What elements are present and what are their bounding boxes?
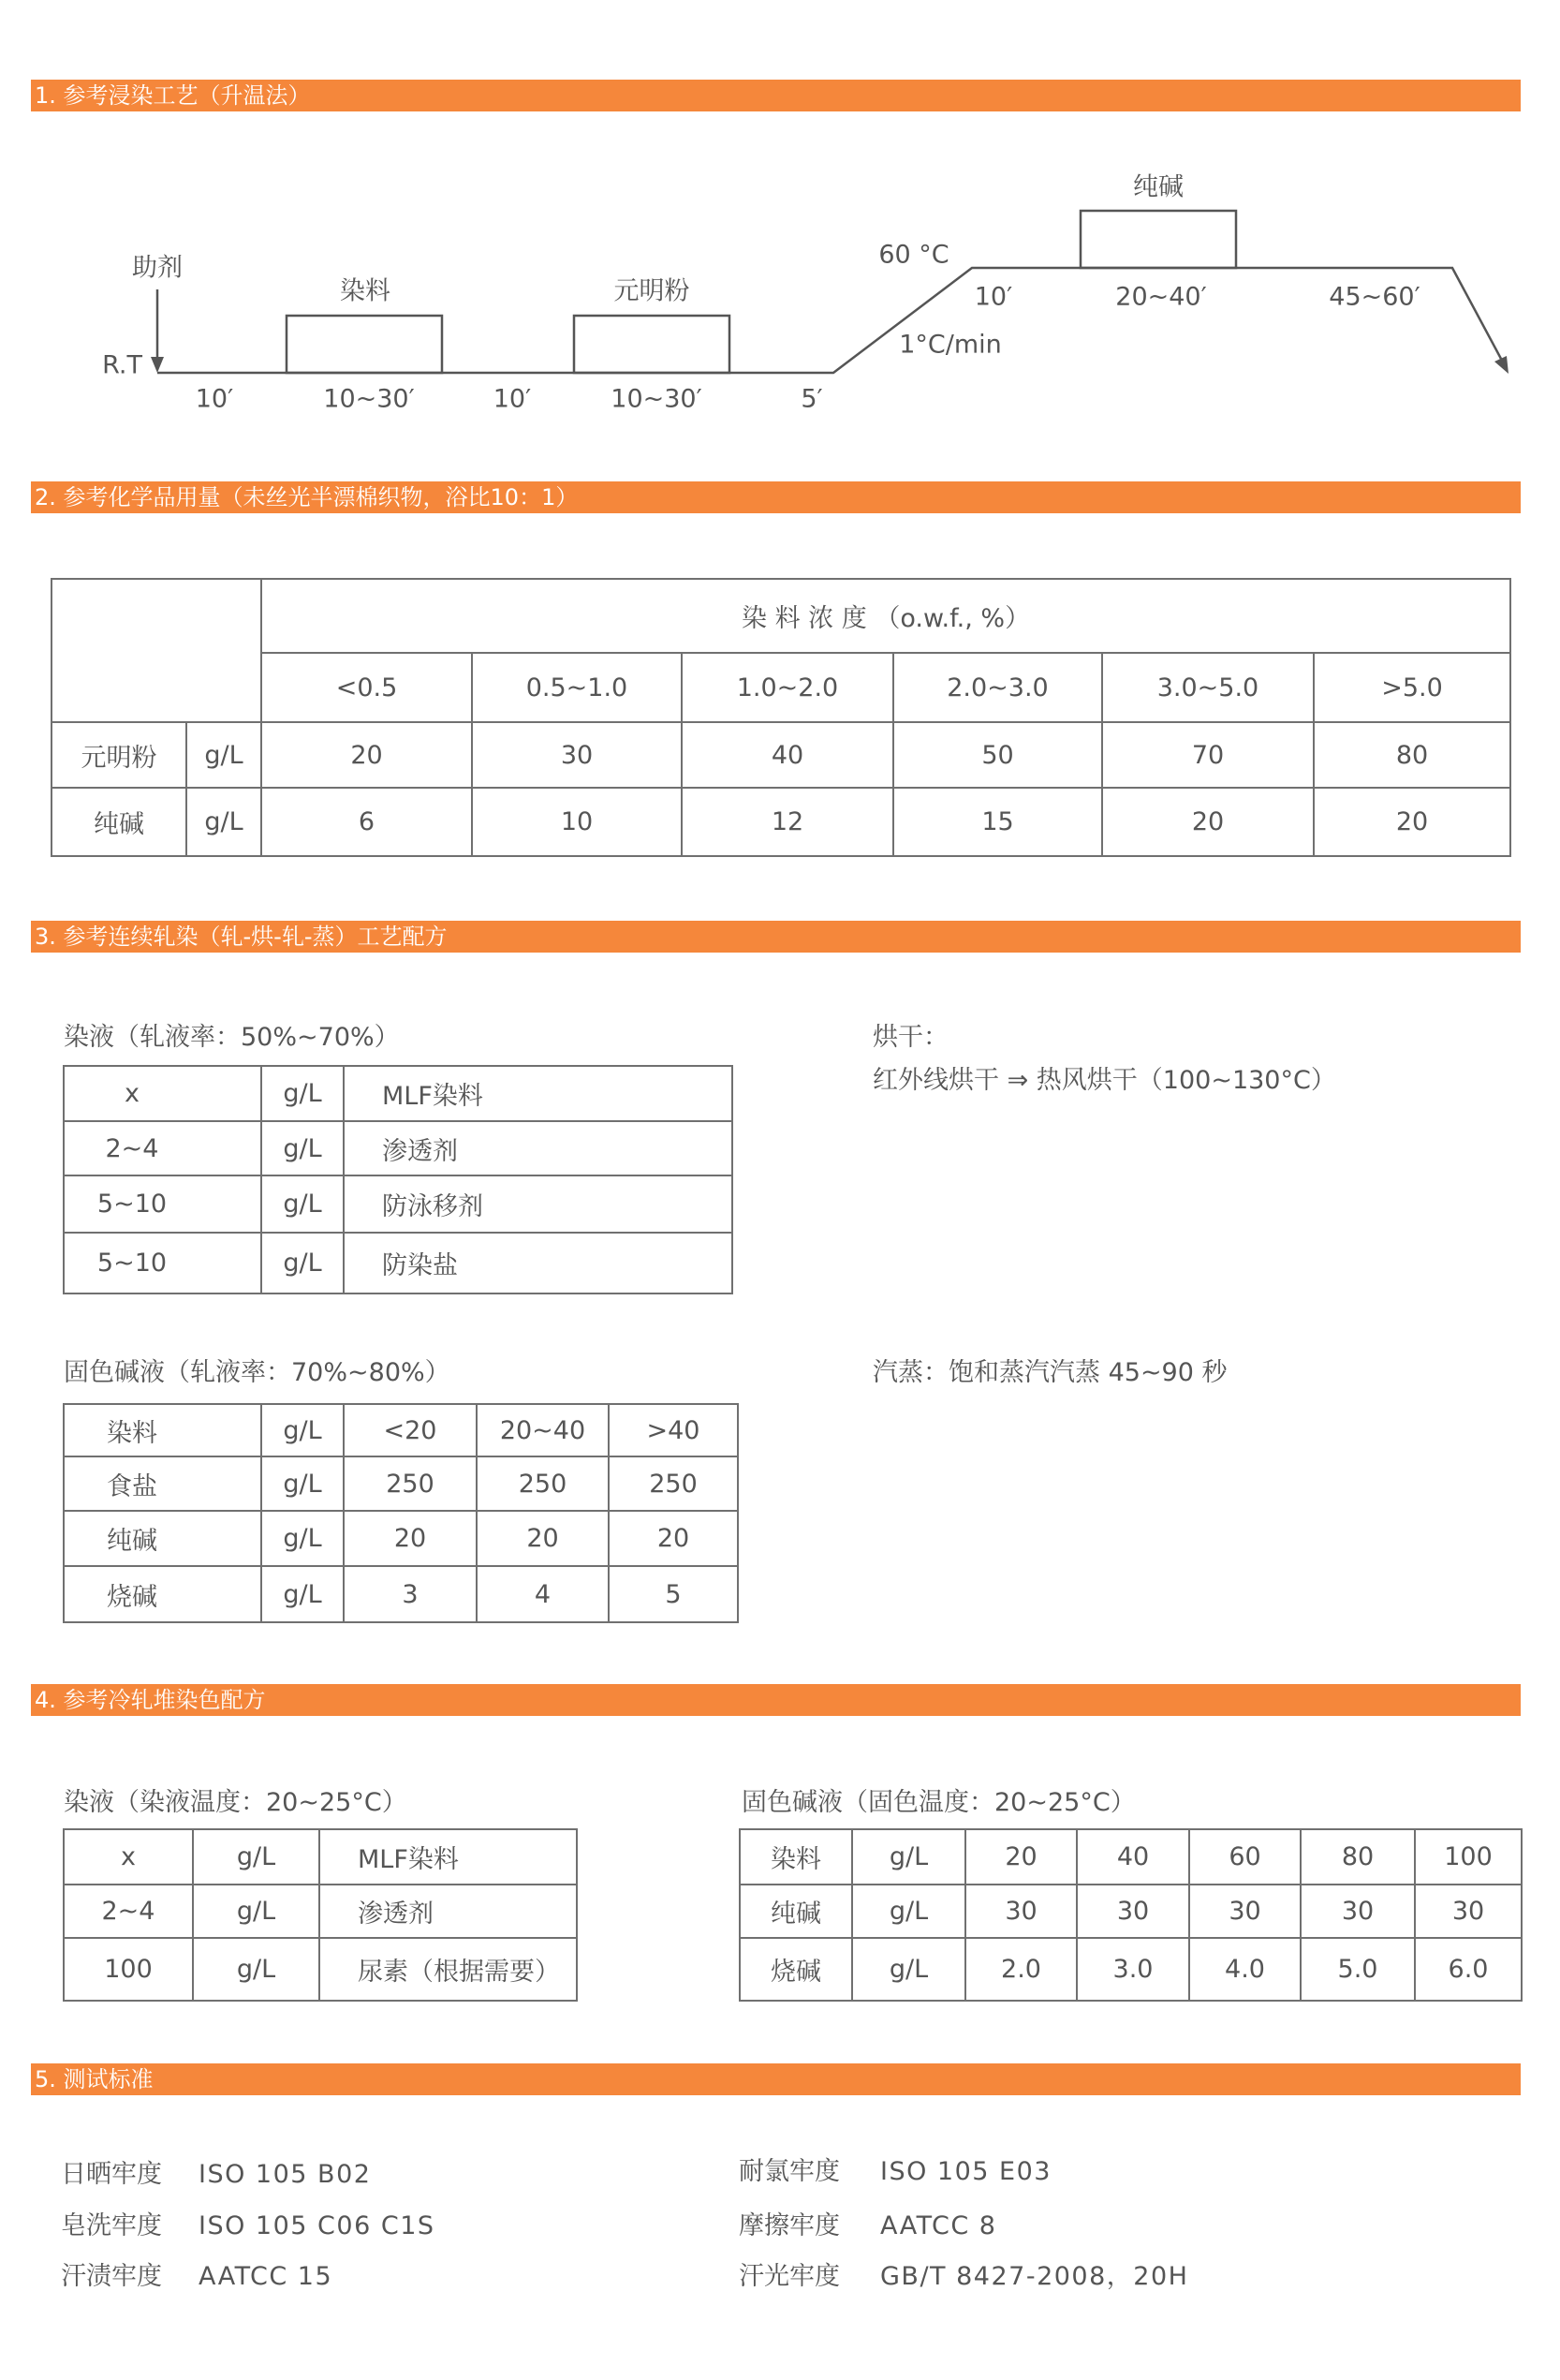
cold-pad-fixing-liquor-caption: 固色碱液（固色温度：20~25°C） [742, 1788, 1136, 1817]
duration-label: 20~40′ [1115, 282, 1207, 312]
amount-cell: 5~10 [64, 1175, 261, 1233]
dye-concentration-header: 染 料 浓 度 （o.w.f., %） [261, 579, 1510, 653]
chemical-name-cell: 纯碱 [52, 788, 186, 856]
unit-cell: g/L [193, 1938, 319, 2001]
cold-pad-dye-liquor-caption: 染液（染液温度：20~25°C） [64, 1788, 407, 1817]
value-cell: <20 [344, 1404, 477, 1456]
value-cell: 3.0 [1077, 1938, 1189, 2001]
unit-cell: g/L [186, 788, 261, 856]
table-row [64, 1121, 732, 1175]
unit-cell: g/L [261, 1233, 344, 1293]
duration-label: 10′ [195, 384, 234, 414]
table-row [52, 722, 1510, 788]
duration-label: 10~30′ [323, 384, 415, 414]
unit-cell: g/L [193, 1829, 319, 1885]
table-row [64, 1511, 738, 1566]
fastness-label: 日晒牢度 [61, 2160, 162, 2189]
fastness-standard: ISO 105 C06 C1S [199, 2211, 435, 2240]
chemical-name-cell: 食盐 [64, 1456, 261, 1511]
section-5-title-bar: 5. 测试标准 [31, 2063, 1521, 2095]
heating-rate-label: 1°C/min [899, 330, 1002, 360]
value-cell: 30 [472, 722, 682, 788]
chemical-cell: 渗透剂 [344, 1121, 732, 1175]
table-row [64, 1885, 577, 1938]
drying-detail: 红外线烘干 ⇒ 热风烘干（100~130°C） [873, 1066, 1336, 1095]
glauber-salt-label: 元明粉 [613, 276, 690, 306]
unit-cell: g/L [261, 1511, 344, 1566]
fastness-label: 汗光牢度 [739, 2262, 840, 2291]
dye-dosing-box [287, 316, 442, 373]
table-row [64, 1066, 732, 1121]
table-row [64, 1566, 738, 1622]
cooldown-arrow-head [1494, 356, 1508, 374]
table-row [64, 1829, 577, 1885]
table-row [64, 1456, 738, 1511]
fastness-label: 耐氯牢度 [739, 2157, 840, 2186]
chemical-name-cell: 烧碱 [64, 1566, 261, 1622]
concentration-range-cell: 0.5~1.0 [472, 653, 682, 722]
amount-cell: x [64, 1829, 193, 1885]
unit-cell: g/L [261, 1404, 344, 1456]
chemical-cell: MLF染料 [319, 1829, 577, 1885]
amount-cell: 100 [64, 1938, 193, 2001]
amount-cell: 2~4 [64, 1885, 193, 1938]
value-cell: 20 [261, 722, 472, 788]
unit-cell: g/L [261, 1456, 344, 1511]
value-cell: 12 [682, 788, 893, 856]
dye-label: 染料 [340, 276, 390, 306]
chemical-cell: 防泳移剂 [344, 1175, 732, 1233]
fastness-standard: AATCC 15 [199, 2262, 333, 2291]
value-cell: 20 [477, 1511, 609, 1566]
value-cell: 70 [1102, 722, 1314, 788]
value-cell: 20 [1102, 788, 1314, 856]
unit-cell: g/L [261, 1121, 344, 1175]
value-cell: 15 [893, 788, 1102, 856]
unit-cell: g/L [852, 1885, 965, 1938]
chemical-name-cell: 元明粉 [52, 722, 186, 788]
pad-fixing-liquor-table [63, 1403, 739, 1623]
fastness-standard: GB/T 8427-2008，20H [880, 2262, 1189, 2291]
room-temperature-label: R.T [102, 350, 142, 380]
chemical-name-cell: 纯碱 [64, 1511, 261, 1566]
value-cell: 20~40 [477, 1404, 609, 1456]
value-cell: 100 [1415, 1829, 1522, 1885]
chemical-cell: 渗透剂 [319, 1885, 577, 1938]
amount-cell: 2~4 [64, 1121, 261, 1175]
value-cell: 20 [965, 1829, 1077, 1885]
value-cell: 10 [472, 788, 682, 856]
value-cell: 4 [477, 1566, 609, 1622]
value-cell: 80 [1314, 722, 1510, 788]
duration-label: 45~60′ [1329, 282, 1420, 312]
unit-cell: g/L [261, 1066, 344, 1121]
cold-pad-dye-liquor-table [63, 1828, 578, 2002]
value-cell: 6 [261, 788, 472, 856]
value-cell: 60 [1189, 1829, 1301, 1885]
pad-fixing-liquor-caption: 固色碱液（轧液率：70%~80%） [64, 1358, 450, 1387]
unit-cell: g/L [186, 722, 261, 788]
value-cell: 4.0 [1189, 1938, 1301, 2001]
drying-label: 烘干： [873, 1023, 949, 1052]
value-cell: 40 [1077, 1829, 1189, 1885]
chemical-cell: 防染盐 [344, 1233, 732, 1293]
unit-cell: g/L [193, 1885, 319, 1938]
chemical-cell: MLF染料 [344, 1066, 732, 1121]
section-3-title-bar: 3. 参考连续轧染（轧-烘-轧-蒸）工艺配方 [31, 921, 1521, 953]
unit-cell: g/L [852, 1938, 965, 2001]
glauber-salt-dosing-box [574, 316, 729, 373]
value-cell: 80 [1301, 1829, 1415, 1885]
section-2-title-bar: 2. 参考化学品用量（未丝光半漂棉织物，浴比10：1） [31, 481, 1521, 513]
chemical-name-cell: 烧碱 [740, 1938, 852, 2001]
table-row [64, 1938, 577, 2001]
chemical-name-cell: 染料 [740, 1829, 852, 1885]
value-cell: 6.0 [1415, 1938, 1522, 2001]
table-row [64, 1404, 738, 1456]
value-cell: 30 [1415, 1885, 1522, 1938]
value-cell: 250 [609, 1456, 738, 1511]
unit-cell: g/L [261, 1566, 344, 1622]
chemical-dosage-table [51, 578, 1511, 857]
value-cell: 20 [344, 1511, 477, 1566]
unit-cell: g/L [852, 1829, 965, 1885]
value-cell: 250 [477, 1456, 609, 1511]
fastness-standard: ISO 105 B02 [199, 2160, 372, 2189]
exhaust-dyeing-process-diagram [0, 112, 1560, 431]
steaming-text: 汽蒸：饱和蒸汽汽蒸 45~90 秒 [873, 1358, 1228, 1387]
fastness-standard: ISO 105 E03 [880, 2157, 1052, 2186]
table-row [64, 1175, 732, 1233]
soda-ash-dosing-box [1081, 211, 1236, 268]
value-cell: 250 [344, 1456, 477, 1511]
table-row [740, 1885, 1522, 1938]
auxiliary-arrow-head [151, 357, 164, 373]
blank-corner-cell [52, 579, 261, 722]
table-row [52, 653, 1510, 722]
value-cell: 30 [1077, 1885, 1189, 1938]
soda-ash-label: 纯碱 [1133, 172, 1184, 202]
duration-label: 10′ [974, 282, 1013, 312]
table-row [52, 579, 1510, 653]
auxiliary-label: 助剂 [132, 253, 183, 283]
fastness-label: 皂洗牢度 [61, 2211, 162, 2240]
pad-dye-liquor-table [63, 1065, 733, 1294]
value-cell: 2.0 [965, 1938, 1077, 2001]
chemical-cell: 尿素（根据需要） [319, 1938, 577, 2001]
concentration-range-cell: >5.0 [1314, 653, 1510, 722]
value-cell: 20 [609, 1511, 738, 1566]
amount-cell: 5~10 [64, 1233, 261, 1293]
value-cell: 40 [682, 722, 893, 788]
concentration-range-cell: 2.0~3.0 [893, 653, 1102, 722]
section-4-title-bar: 4. 参考冷轧堆染色配方 [31, 1684, 1521, 1716]
duration-label: 5′ [801, 384, 823, 414]
concentration-range-cell: <0.5 [261, 653, 472, 722]
value-cell: 30 [1301, 1885, 1415, 1938]
concentration-range-cell: 1.0~2.0 [682, 653, 893, 722]
chemical-name-cell: 纯碱 [740, 1885, 852, 1938]
section-1-title-bar: 1. 参考浸染工艺（升温法） [31, 80, 1521, 111]
unit-cell: g/L [261, 1175, 344, 1233]
duration-label: 10′ [493, 384, 532, 414]
value-cell: 5 [609, 1566, 738, 1622]
value-cell: 5.0 [1301, 1938, 1415, 2001]
fastness-label: 汗渍牢度 [61, 2262, 162, 2291]
amount-cell: x [64, 1066, 261, 1121]
pad-dye-liquor-caption: 染液（轧液率：50%~70%） [64, 1023, 400, 1052]
value-cell: 3 [344, 1566, 477, 1622]
table-row [740, 1829, 1522, 1885]
table-row [64, 1233, 732, 1293]
table-row [740, 1938, 1522, 2001]
value-cell: 30 [965, 1885, 1077, 1938]
duration-label: 10~30′ [611, 384, 702, 414]
fastness-standard: AATCC 8 [880, 2211, 997, 2240]
value-cell: 30 [1189, 1885, 1301, 1938]
value-cell: >40 [609, 1404, 738, 1456]
dyeing-temperature-label: 60 °C [878, 240, 949, 270]
value-cell: 20 [1314, 788, 1510, 856]
value-cell: 50 [893, 722, 1102, 788]
cold-pad-fixing-liquor-table [739, 1828, 1523, 2002]
fastness-label: 摩擦牢度 [739, 2211, 840, 2240]
table-row [52, 788, 1510, 856]
concentration-range-cell: 3.0~5.0 [1102, 653, 1314, 722]
chemical-name-cell: 染料 [64, 1404, 261, 1456]
